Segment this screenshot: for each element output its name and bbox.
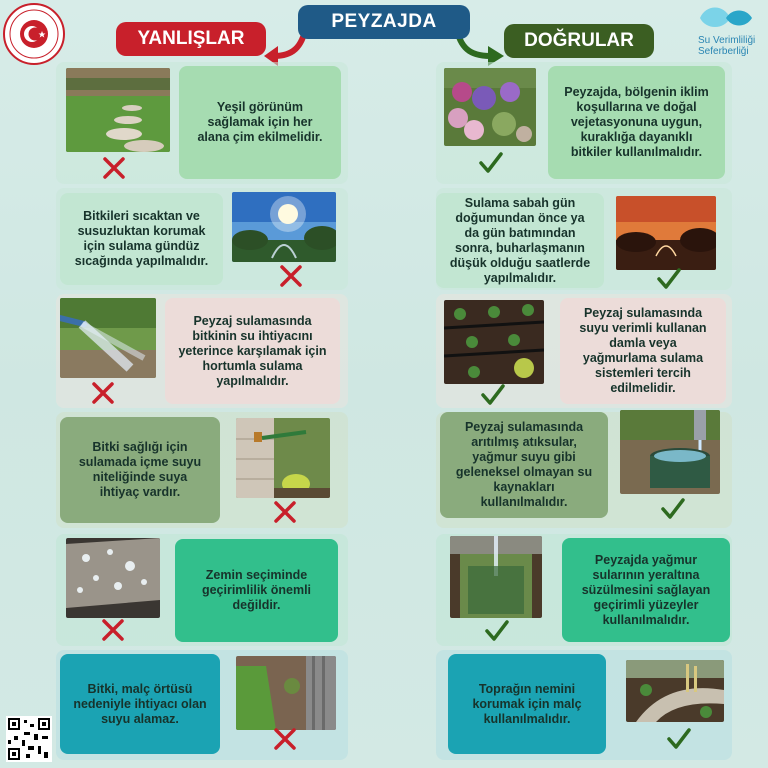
check-icon bbox=[666, 726, 692, 752]
lawn-stepping-stones-photo bbox=[66, 68, 170, 152]
right-statement-1: Peyzajda, bölgenin iklim koşullarına ve doğal vejetasyonuna uygun, kuraklığa dayanıklı bitkiler kullanılmalıdır. bbox=[548, 66, 725, 179]
qr-code[interactable] bbox=[6, 716, 52, 762]
right-statement-2: Sulama sabah gün doğumundan önce ya da gün batımından sonra, buharlaşmanın düşük olduğu saatlerde yapılmalıdır. bbox=[436, 193, 604, 288]
wrong-statement-2: Bitkileri sıcaktan ve susuzluktan korumak için sulama gündüz sıcağında yapılmalıdır. bbox=[60, 193, 223, 285]
check-icon bbox=[484, 618, 510, 644]
right-statement-5: Peyzajda yağmur sularının yeraltına süzülmesini sağlayan geçirimli yüzeyler kullanılmalıdır. bbox=[562, 538, 730, 642]
check-icon bbox=[656, 266, 682, 292]
right-statement-4: Peyzaj sulamasında arıtılmış atıksular, yağmur suyu gibi geleneksel olmayan su kaynakları kullanılmalıdır. bbox=[440, 412, 608, 518]
midday-sun-sprinkler-photo bbox=[232, 192, 336, 262]
drought-tolerant-flowers-photo bbox=[444, 68, 536, 146]
check-icon bbox=[480, 382, 506, 408]
permeable-surface-photo bbox=[450, 536, 542, 618]
wrong-statement-3: Peyzaj sulamasında bitkinin su ihtiyacını yeterince karşılamak için hortumla sulama yapılmalıdır. bbox=[165, 298, 340, 404]
water-droplets-pavement-photo bbox=[66, 538, 160, 618]
right-statement-6: Toprağın nemini korumak için malç kullanılmalıdır. bbox=[448, 654, 606, 754]
cross-icon bbox=[272, 726, 298, 752]
right-statement-3: Peyzaj sulamasında suyu verimli kullanan damla veya yağmurlama sulama sistemleri tercih edilmelidir. bbox=[560, 298, 726, 404]
check-icon bbox=[660, 496, 686, 522]
wrong-statement-1: Yeşil görünüm sağlamak için her alana çim ekilmelidir. bbox=[179, 66, 341, 179]
cross-icon bbox=[101, 155, 127, 181]
right-section-title: DOĞRULAR bbox=[504, 24, 654, 58]
cross-icon bbox=[272, 499, 298, 525]
rain-barrel-photo bbox=[620, 410, 720, 494]
cross-icon bbox=[100, 617, 126, 643]
sunset-sprinkler-photo bbox=[616, 196, 716, 270]
wrong-statement-4: Bitki sağlığı için sulamada içme suyu niteliğinde suya ihtiyaç vardır. bbox=[60, 417, 220, 523]
water-drops-icon bbox=[690, 2, 768, 32]
check-icon bbox=[478, 150, 504, 176]
logo-line-2: Seferberliği bbox=[698, 46, 749, 57]
mulched-garden-path-photo bbox=[626, 660, 724, 722]
cross-icon bbox=[278, 263, 304, 289]
wrong-statement-5: Zemin seçiminde geçirimlilik önemli değildir. bbox=[175, 539, 338, 642]
tap-hose-garden-photo bbox=[236, 418, 330, 498]
page-title: PEYZAJDA bbox=[298, 5, 470, 39]
wrong-statement-6: Bitki, malç örtüsü nedeniyle ihtiyacı olan suyu alamaz. bbox=[60, 654, 220, 754]
logo-line-1: Su Verimliliği bbox=[698, 35, 756, 46]
water-efficiency-logo bbox=[690, 2, 768, 64]
ministry-seal-logo bbox=[2, 2, 66, 66]
drip-irrigation-photo bbox=[444, 300, 544, 384]
cross-icon bbox=[90, 380, 116, 406]
hose-spraying-plants-photo bbox=[60, 298, 156, 378]
wrong-section-title: YANLIŞLAR bbox=[116, 22, 266, 56]
mulch-border-photo bbox=[236, 656, 336, 730]
